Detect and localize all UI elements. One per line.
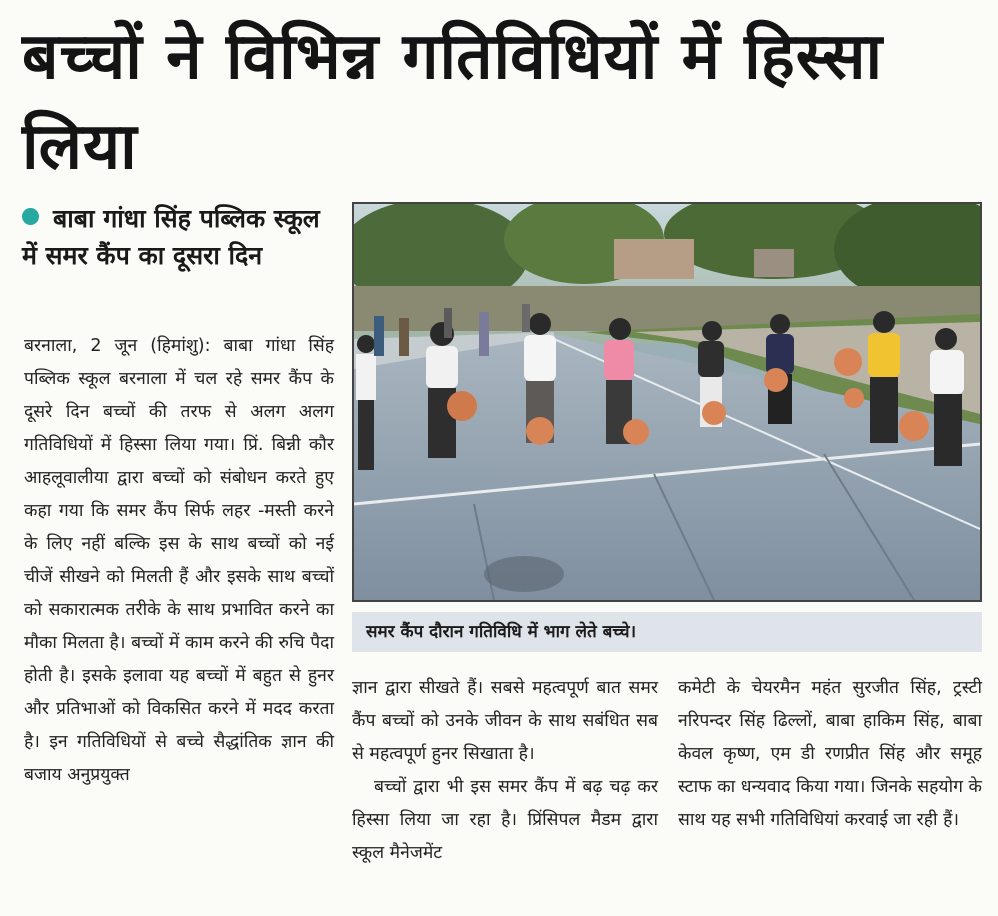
article-paragraph: बच्चों द्वारा भी इस समर कैंप में बढ़ चढ़ कर हिस्सा लिया जा रहा है। प्रिंसिपल मैडम द्वारा स्कूल मैनेजमेंट bbox=[352, 777, 658, 863]
subheadline-text: बाबा गांधा सिंह पब्लिक स्कूल में समर कैंप का दूसरा दिन bbox=[22, 204, 320, 270]
article-paragraph: बरनाला, 2 जून (हिमांशु): बाबा गांधा सिंह पब्लिक स्कूल बरनाला में चल रहे समर कैंप के दूसरे दिन बच्चों की तरफ से अलग अलग गतिविधियों में हिस्सा लिया गया। प्रिं. बिन्नी कौर आहलूवालीया द्वारा बच्चों को संबोधन करते हुए कहा गया कि समर कैंप सिर्फ लहर -मस्ती करने के लिए नहीं बल्कि इस के साथ बच्चों को नई चीजें सीखने को मिलती हैं और इसके साथ बच्चों को सकारात्मक तरीके के साथ प्रभावित करने का मौका मिलता है। बच्चों में काम करने की रुचि पैदा होती है। इसके इलावा यह बच्चों में बहुत से हुनर और प्रतिभाओं को विकसित करने में मदद करता है। इन गतिविधियों से बच्चे सैद्धांतिक ज्ञान की बजाय अनुप्रयुक्त bbox=[24, 336, 334, 785]
article-column-3 bbox=[678, 672, 982, 837]
bullet-dot-icon bbox=[22, 208, 39, 225]
article-column-2 bbox=[352, 672, 658, 870]
article-paragraph: कमेटी के चेयरमैन महंत सुरजीत सिंह, ट्रस्टी नरिपन्दर सिंह ढिल्लों, बाबा हाकिम सिंह, बाबा केवल कृष्ण, एम डी रणप्रीत सिंह और समूह स्टाफ का धन्यवाद किया गया। जिनके सहयोग के साथ यह सभी गतिविधियां करवाई जा रही हैं। bbox=[678, 678, 982, 830]
photo-caption: समर कैंप दौरान गतिविधि में भाग लेते बच्चे। bbox=[352, 612, 982, 652]
headline: बच्चों ने विभिन्न गतिविधियों में हिस्सा लिया bbox=[22, 20, 884, 184]
basketball-court-photo bbox=[354, 204, 980, 600]
article-paragraph: ज्ञान द्वारा सीखते हैं। सबसे महत्वपूर्ण बात समर कैंप बच्चों को उनके जीवन के साथ सबंधित सब से महत्वपूर्ण हुनर सिखाता है। bbox=[352, 678, 658, 764]
subheadline bbox=[22, 200, 342, 274]
article-column-1 bbox=[24, 330, 334, 792]
news-photo bbox=[352, 202, 982, 602]
